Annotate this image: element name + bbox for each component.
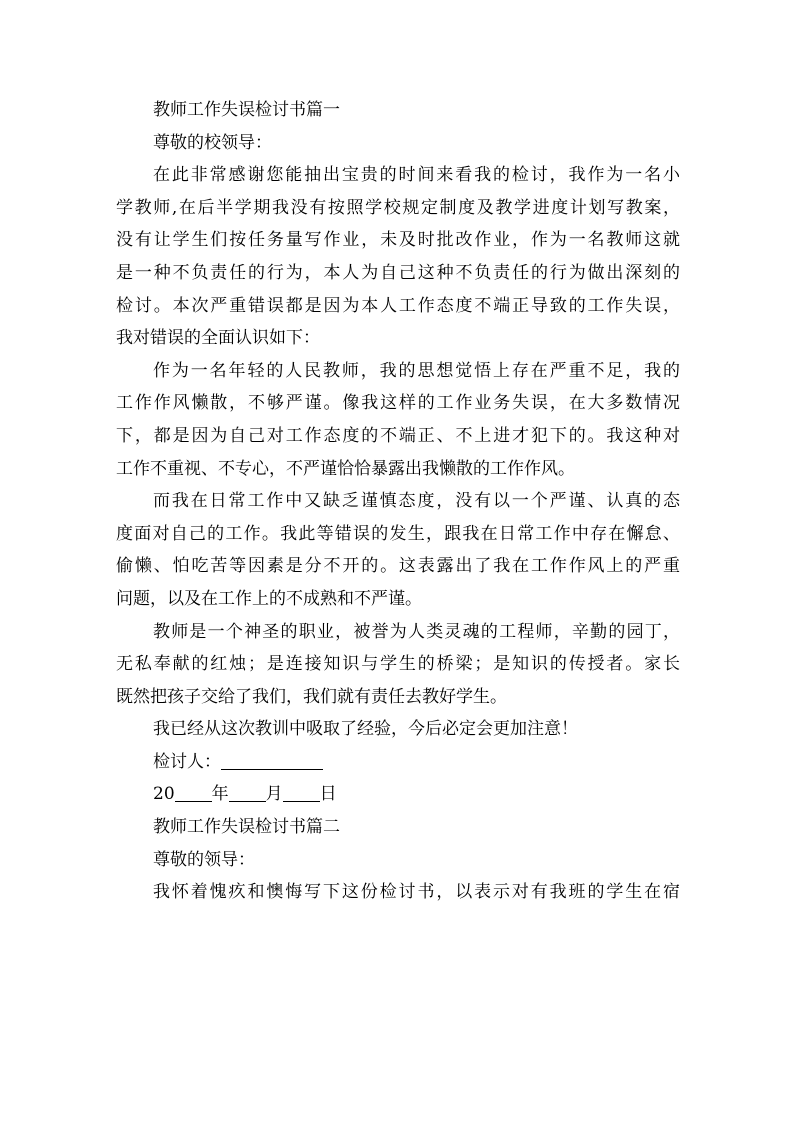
- paragraph-5: 我已经从这次教训中吸取了经验，今后必定会更加注意！: [153, 719, 578, 740]
- month-blank: [229, 781, 266, 802]
- paragraph-6-line: 我怀着愧疚和懊悔写下这份检讨书，以表示对有我班的学生在宿: [153, 882, 680, 903]
- date-day-label: 日: [319, 784, 337, 805]
- paragraph-2-line: 工作作风懒散，不够严谨。像我这样的工作业务失误，在大多数情况: [116, 393, 680, 414]
- title-part-two: 教师工作失误检讨书篇二: [153, 817, 340, 838]
- day-blank: [283, 781, 320, 802]
- paragraph-3-line: 问题，以及在工作上的不成熟和不严谨。: [116, 588, 422, 609]
- paragraph-1-line: 检讨。本次严重错误都是因为本人工作态度不端正导致的工作失误，: [116, 295, 680, 316]
- date-line: [116, 778, 680, 811]
- year-blank: [175, 781, 212, 802]
- paragraph-1-line: 没有让学生们按任务量写作业，未及时批改作业，作为一名教师这就: [116, 230, 680, 251]
- signer-blank: [221, 749, 323, 770]
- date-year-label: 年: [211, 784, 229, 805]
- paragraph-2-line: 工作不重视、不专心，不严谨恰恰暴露出我懒散的工作作风。: [116, 458, 575, 479]
- paragraph-2-line: 下，都是因为自己对工作态度的不端正、不上进才犯下的。我这种对: [116, 425, 680, 446]
- signer-line: [116, 746, 680, 779]
- paragraph-4-line: 既然把孩子交给了我们，我们就有责任去教好学生。: [116, 686, 507, 707]
- document-body: [116, 94, 680, 909]
- salutation-school-leader: 尊敬的校领导：: [153, 132, 272, 153]
- date-month-label: 月: [265, 784, 283, 805]
- paragraph-1-line: 在此非常感谢您能抽出宝贵的时间来看我的检讨，我作为一名小: [153, 165, 680, 186]
- paragraph-4-line: 无私奉献的红烛；是连接知识与学生的桥梁；是知识的传授者。家长: [116, 654, 680, 675]
- salutation-leader: 尊敬的领导：: [153, 849, 255, 870]
- date-prefix: 20: [153, 784, 175, 805]
- paragraph-1-line: 我对错误的全面认识如下：: [116, 328, 320, 349]
- paragraph-1-line: 学教师,在后半学期我没有按照学校规定制度及教学进度计划写教案，: [116, 197, 680, 218]
- paragraph-4-line: 教师是一个神圣的职业，被誉为人类灵魂的工程师，辛勤的园丁，: [153, 621, 680, 642]
- paragraph-2-line: 作为一名年轻的人民教师，我的思想觉悟上存在严重不足，我的: [153, 360, 680, 381]
- paragraph-3-line: 偷懒、怕吃苦等因素是分不开的。这表露出了我在工作作风上的严重: [116, 556, 680, 577]
- title-part-one: 教师工作失误检讨书篇一: [153, 100, 340, 120]
- paragraph-3-line: 度面对自己的工作。我此等错误的发生，跟我在日常工作中存在懈怠、: [116, 523, 680, 544]
- paragraph-3-line: 而我在日常工作中又缺乏谨慎态度，没有以一个严谨、认真的态: [153, 491, 680, 512]
- signer-label: 检讨人：: [153, 751, 221, 772]
- paragraph-1-line: 是一种不负责任的行为，本人为自己这种不负责任的行为做出深刻的: [116, 262, 680, 283]
